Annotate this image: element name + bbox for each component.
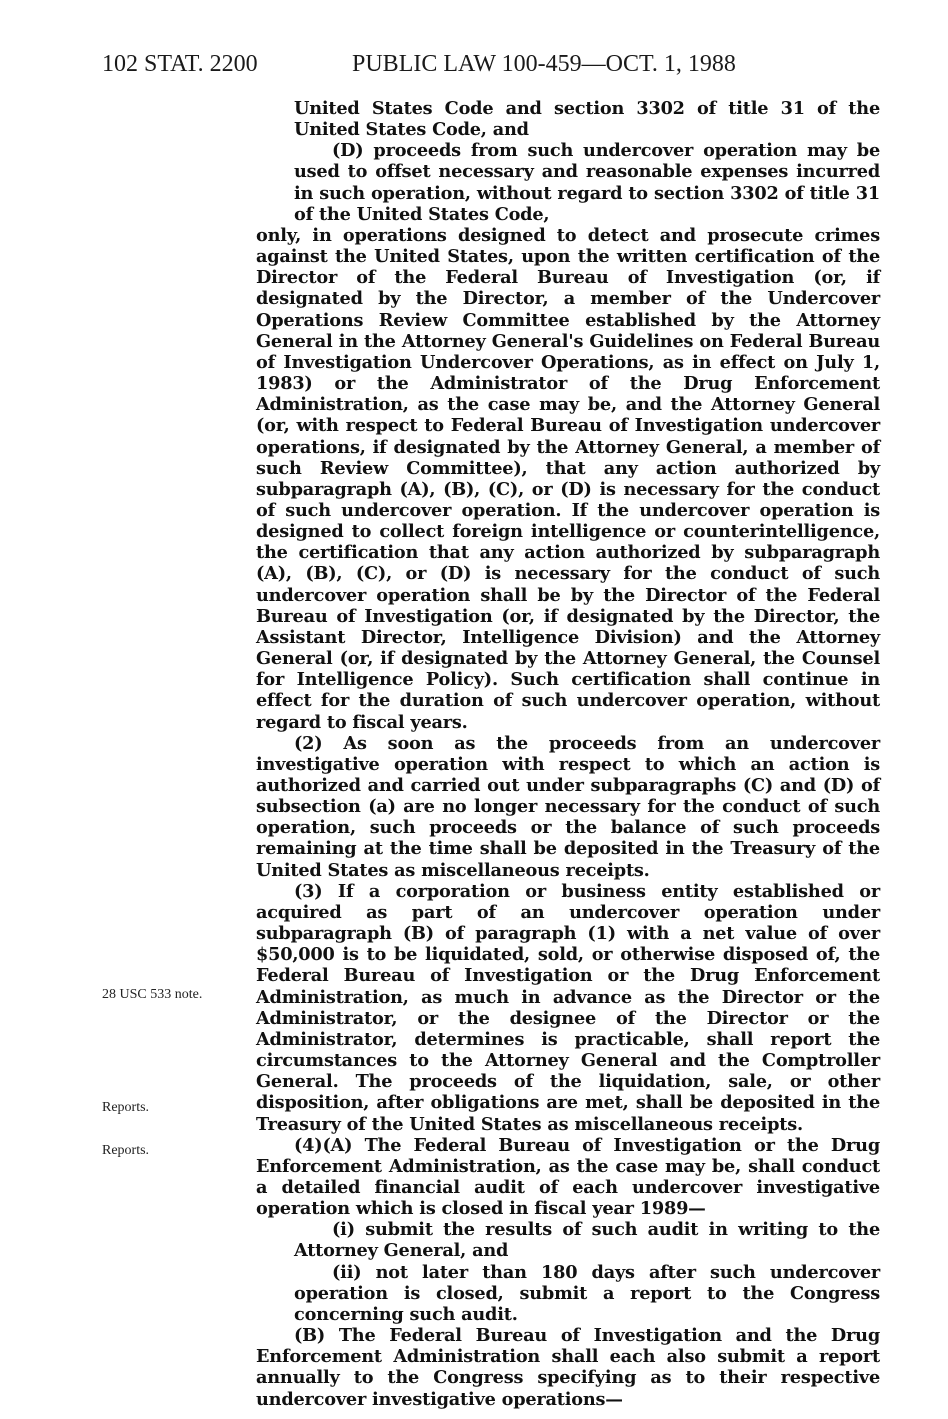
public-law-title: PUBLIC LAW 100-459—OCT. 1, 1988 — [352, 51, 736, 77]
margin-note-reports-1: Reports. — [102, 1100, 150, 1115]
paragraph-certification: only, in operations designed to detect and prosecute crimes against the United States, upon the written certification of the Director of the Federal Bureau of Investigation (or, if designated by the Director, a member of the Undercover Operations Review Committee established by the Attorney General in the Attorney General's Guidelines on Federal Bureau of Investigation Undercover Operations, as in effect on July 1, 1983) or the Administrator of the Drug Enforcement Administration, as the case may be, and the Attorney General (or, with respect to Federal Bureau of Investigation undercover operations, if designated by the Attorney General, a member of such Review Committee), that any action authorized by subparagraph (A), (B), (C), or (D) is necessary for the conduct of such undercover operation. If the undercover operation is designed to collect foreign intelligence or counterintelligence, the certification that any action authorized by subparagraph (A), (B), (C), or (D) is necessary for the conduct of such undercover operation shall be by the Director of the Federal Bureau of Investigation (or, if designated by the Director, the Assistant Director, Intelligence Division) and the Attorney General (or, if designated by the Attorney General, the Counsel for Intelligence Policy). Such certification shall continue in effect for the duration of such undercover operation, without regard to fiscal years. — [256, 224, 880, 733]
paragraph-3: (3) If a corporation or business entity established or acquired as part of an undercover operation under subparagraph (B) of paragraph (1) with a net value of over $50,000 is to be liquidated, sold, or otherwise disposed of, the Federal Bureau of Investigation or the Drug Enforcement Administration, as much in advance as the Director or the Administrator, or the designee of the Director or the Administrator, determines is practicable, shall report the circumstances to the Attorney General and the Comptroller General. The proceeds of the liquidation, sale, or other disposition, after obligations are met, shall be deposited in the Treasury of the United States as miscellaneous receipts. — [256, 880, 880, 1135]
page-header — [102, 48, 862, 80]
paragraph-4a-i: (i) submit the results of such audit in writing to the Attorney General, and — [294, 1219, 880, 1262]
paragraph-4a-ii: (ii) not later than 180 days after such undercover operation is closed, submit a report to the Congress concerning such audit. — [294, 1261, 880, 1325]
paragraph-4b: (B) The Federal Bureau of Investigation and the Drug Enforcement Administration shall each also submit a report annually to the Congress specifying as to their respective undercover investigative operations— — [256, 1325, 880, 1410]
statute-body — [256, 98, 880, 1410]
paragraph-4a: (4)(A) The Federal Bureau of Investigation or the Drug Enforcement Administration, as the case may be, shall conduct a detailed financial audit of each undercover investigative operation which is closed in fiscal year 1989— — [256, 1134, 880, 1220]
margin-note-reports-2: Reports. — [102, 1143, 150, 1158]
paragraph-subparagraph-d: (D) proceeds from such undercover operation may be used to offset necessary and reasonable expenses incurred in such operation, without regard to section 3302 of title 31 of the United States Code, — [294, 140, 880, 225]
paragraph-2: (2) As soon as the proceeds from an undercover investigative operation with respect to which an action is authorized and carried out under subparagraphs (C) and (D) of subsection (a) are no longer necessary for the conduct of such operation, such proceeds or the balance of such proceeds remaining at the time shall be deposited in the Treasury of the United States as miscellaneous receipts. — [256, 732, 880, 881]
stat-citation: 102 STAT. 2200 — [102, 51, 258, 77]
paragraph-continuation: United States Code and section 3302 of title 31 of the United States Code, and — [294, 98, 880, 141]
margin-note-usc: 28 USC 533 note. — [102, 987, 203, 1002]
